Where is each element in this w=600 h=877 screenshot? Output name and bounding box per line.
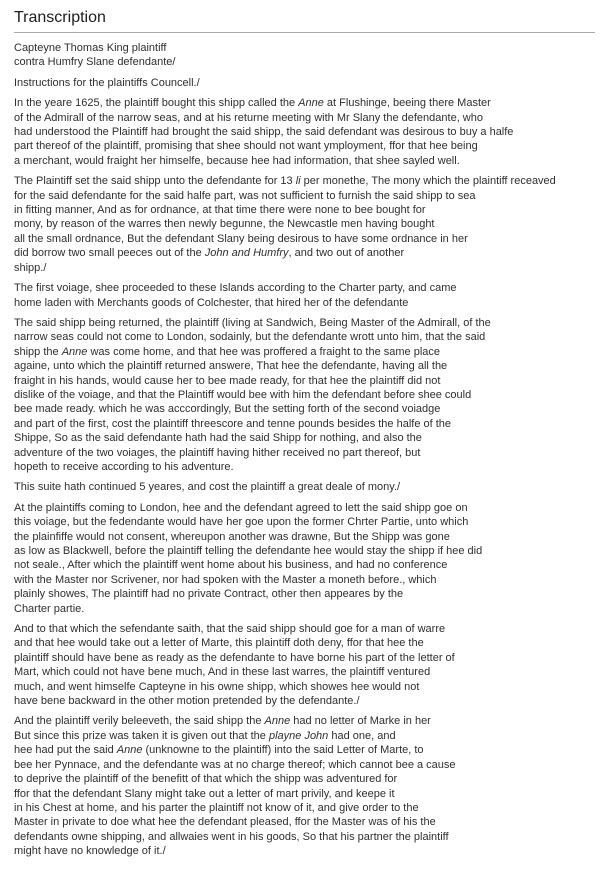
text-run: againe, unto which the plaintiff returned answere, That hee the defendante, having all the — [14, 360, 448, 373]
transcription-paragraph — [14, 281, 595, 310]
text-run: Capteyne Thomas King plaintiff — [14, 42, 167, 54]
text-run: Shippe, So as the said defendante hath had the said Shipp for nothing, and also the — [14, 432, 422, 445]
text-run: shipp./ — [14, 261, 47, 274]
text-run: (unknowne to the plaintiff) into the said Letter of Marte, to — [142, 744, 424, 757]
text-run: with the Master nor Scrivener, nor had spoken with the Master a moneth before., which — [14, 573, 437, 586]
text-run: defendants owne shipping, and allwaies went in his goods, So that his partner the plaintiff — [14, 830, 449, 843]
text-run: bee made ready. which he was acccordingly, But the setting forth of the second voiadge — [14, 403, 441, 416]
text-run: home laden with Merchants goods of Colchester, that hired her of the defendante — [14, 296, 409, 309]
text-run: a merchant, would fraight her himselfe, because hee had information, that shee sayled well. — [14, 154, 460, 167]
text-run: But since this prize was taken it is given out that the — [14, 729, 269, 742]
text-run: In the yeare 1625, the plaintiff bought this shipp called the — [14, 97, 299, 110]
text-run: much, and went himselfe Capteyne in his owne shipp, which showes hee would not — [14, 680, 420, 693]
text-run: part thereof of the plaintiff, promising that shee should not want ymployment, ffor that hee being — [14, 140, 478, 153]
text-run: ffor that the defendant Slany might take out a letter of mart privily, and keepe it — [14, 787, 395, 800]
text-run: have bene backward in the other motion pretended by the defendante./ — [14, 695, 360, 708]
text-run: was come home, and that hee was proffered a fraight to the same place — [87, 345, 441, 358]
text-run: hee had put the said — [14, 744, 117, 757]
page-title: Transcription — [14, 8, 595, 33]
text-run: mony, by reason of the warres then newly begunne, the Newcastle men having bought — [14, 218, 435, 231]
transcription-paragraph — [14, 501, 595, 616]
italic-name-run: li — [295, 175, 301, 188]
text-run: and that hee would take out a letter of Marte, this plaintiff doth deny, ffor that hee the — [14, 637, 424, 650]
text-run: in fitting manner, And as for ordnance, at that time there were none to bee bought for — [14, 204, 426, 217]
text-run: of the Admirall of the narrow seas, and at his returne meeting with Mr Slany the defendante, who — [14, 111, 483, 124]
italic-name-run: Anne — [61, 345, 88, 358]
text-run: Master in private to doe what hee the defendant pleased, ffor the Master was of his the — [14, 816, 436, 829]
italic-name-run: playne John — [268, 729, 329, 742]
text-run: bee her Pynnace, and the defendante was at no charge thereof; which cannot bee a cause — [14, 758, 456, 771]
transcription-paragraph — [14, 76, 595, 90]
text-run: narrow seas could not come to London, sodainly, but the defendante wrott unto him, that the said — [14, 331, 486, 344]
text-run: per monethe, The mony which the plaintiff receaved — [300, 175, 556, 188]
text-run: Charter partie. — [14, 602, 85, 615]
text-run: The first voiage, shee proceeded to these Islands according to the Charter party, and came — [14, 282, 457, 295]
text-run: And the plaintiff verily beleeveth, the said shipp the — [14, 715, 265, 728]
text-run: for the said defendante for the said halfe part, was not sufficient to furnish the said shipp to sea — [14, 189, 476, 202]
transcription-body — [14, 33, 595, 859]
text-run: the plainfiffe would not consent, whereupon another was drawne, But the Shipp was gone — [14, 530, 450, 543]
italic-name-run: John and Humfry — [204, 247, 289, 260]
text-run: plainly showes, The plaintiff had no private Contract, other then appeares by the — [14, 588, 404, 601]
text-run: This suite hath continued 5 yeares, and cost the plaintiff a great deale of mony./ — [14, 481, 401, 494]
text-run: The Plaintiff set the said shipp unto the defendante for 13 — [14, 175, 296, 188]
text-run: had no letter of Marke in her — [290, 715, 431, 728]
text-run: contra Humfry Slane defendante/ — [14, 56, 176, 69]
text-run: did borrow two small peeces out of the — [14, 247, 205, 260]
transcription-paragraph — [14, 174, 595, 275]
text-run: At the plaintiffs coming to London, hee and the defendant agreed to lett the said shipp goe on — [14, 501, 468, 514]
text-run: and part of the first, cost the plaintiff threescore and tenne pounds besides the halfe of the — [14, 417, 452, 430]
transcription-paragraph — [14, 96, 595, 168]
italic-name-run: Anne — [264, 715, 291, 728]
text-run: Mart, which could not have bene much, And in these last warres, the plaintiff ventured — [14, 666, 431, 679]
text-run: this voiage, but the fedendante would have her goe upon the former Chrter Partie, unto which — [14, 516, 469, 529]
text-run: had understood the Plaintiff had brought the said shipp, the said defendant was desirous to buy a halfe — [14, 126, 514, 139]
transcription-paragraph — [14, 480, 595, 494]
text-run: not seale., After which the plaintiff went home about his business, and had no conference — [14, 559, 448, 572]
text-run: had one, and — [328, 729, 396, 742]
italic-name-run: Anne — [116, 744, 143, 757]
text-run: at Flushinge, beeing there Master — [323, 97, 491, 110]
text-run: shipp the — [14, 345, 62, 358]
text-run: in his Chest at home, and his parter the plaintiff not know of it, and give order to the — [14, 801, 419, 814]
transcription-paragraph — [14, 714, 595, 858]
text-run: Instructions for the plaintiffs Councell./ — [14, 76, 200, 89]
transcription-paragraph — [14, 622, 595, 708]
text-run: adventure of the two voiages, the plaintiff having hither received no part thereof, but — [14, 446, 421, 459]
transcription-paragraph — [14, 41, 595, 70]
text-run: The said shipp being returned, the plaintiff (living at Sandwich, Being Master of the Admirall, of the — [14, 316, 491, 329]
text-run: as low as Blackwell, before the plaintiff telling the defendante hee would stay the shipp if hee did — [14, 545, 483, 557]
text-run: dislike of the voiage, and that the Plaintiff would bee with him the defendant before shee could — [14, 388, 472, 401]
transcription-paragraph — [14, 316, 595, 474]
text-run: all the small ordnance, But the defendant Slany being desirous to have some ordnance in her — [14, 232, 468, 245]
text-run: to deprive the plaintiff of the benefitt of that which the shipp was adventured for — [14, 773, 398, 786]
text-run: might have no knowledge of it./ — [14, 845, 166, 858]
text-run: , and two out of another — [288, 247, 405, 260]
italic-name-run: Anne — [298, 97, 324, 110]
text-run: And to that which the sefendante saith, that the said shipp should goe for a man of warre — [14, 623, 446, 636]
text-run: hopeth to receive according to his adventure. — [14, 460, 234, 473]
text-run: fraight in his hands, would cause her to bee made ready, for that hee the plaintiff did not — [14, 374, 441, 387]
text-run: plaintiff should have bene as ready as the defendante to have borne his part of the letter of — [14, 651, 455, 664]
